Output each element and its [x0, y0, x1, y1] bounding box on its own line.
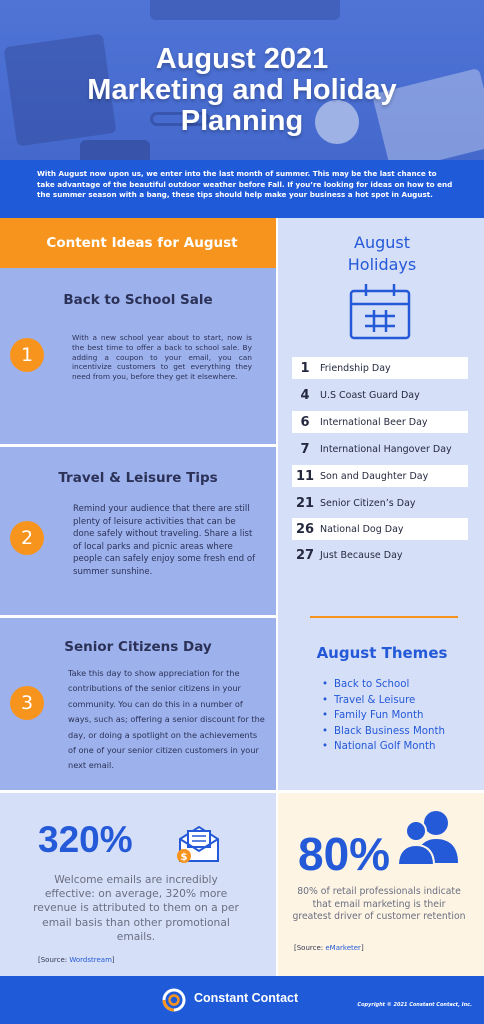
source-citation	[294, 944, 364, 952]
theme-item: • Travel & Leisure	[322, 693, 445, 709]
holiday-name: National Dog Day	[320, 523, 404, 535]
theme-item: • Back to School	[322, 677, 445, 693]
idea-number-badge: 3	[10, 686, 44, 720]
constant-contact-logo-icon	[162, 988, 186, 1012]
holiday-row	[292, 438, 468, 460]
holiday-day: 11	[295, 468, 315, 484]
holiday-row	[292, 411, 468, 433]
phone-image	[80, 140, 150, 160]
source-name: Wordstream	[69, 956, 112, 964]
holiday-row	[292, 492, 468, 514]
holiday-name: Son and Daughter Day	[320, 470, 429, 482]
calendar-icon	[348, 282, 412, 342]
page-title	[0, 44, 484, 137]
source-suffix: ]	[360, 944, 364, 952]
holiday-name: International Hangover Day	[320, 443, 452, 455]
source-suffix: ]	[111, 956, 115, 964]
source-name: eMarketer	[325, 944, 361, 952]
source-prefix: [Source:	[294, 944, 324, 952]
holiday-name: Senior Citizen’s Day	[320, 497, 416, 509]
holiday-row	[292, 544, 468, 566]
holiday-row	[292, 384, 468, 406]
source-prefix: [Source:	[38, 956, 68, 964]
themes-list	[322, 677, 445, 755]
holiday-row	[292, 357, 468, 379]
idea-card-2	[0, 447, 276, 618]
people-icon	[396, 807, 462, 865]
section-divider	[310, 616, 458, 618]
title-line-2: Marketing and Holiday	[87, 74, 397, 106]
laptop-image	[150, 0, 340, 20]
idea-number-badge: 1	[10, 338, 44, 372]
title-line-3: Planning	[180, 105, 304, 137]
holiday-row	[292, 465, 468, 487]
title-line-1: August 2021	[155, 43, 329, 75]
content-ideas-heading-text: Content Ideas for August	[46, 235, 238, 251]
holiday-day: 1	[300, 360, 310, 376]
idea-card-title: Senior Citizens Day	[64, 639, 212, 655]
svg-text:$: $	[180, 852, 188, 863]
idea-card-body: With a new school year about to start, now is the best time to offer a back to school sale. By adding a coupon to your email, you can incentivize customers to get everything they need from you, before they get it elsewhere.	[72, 333, 252, 382]
holiday-row	[292, 518, 468, 540]
idea-card-body: Take this day to show appreciation for the contributions of the senior citizens in your community. You can do this in a number of ways, such as; offering a senior discount for the day, or doing a spotlight on the achievements of one of your senior citizen customers in your next email.	[68, 668, 265, 771]
brand-name: Constant Contact	[194, 991, 299, 1005]
idea-card-title: Travel & Leisure Tips	[58, 470, 218, 486]
hero-banner	[0, 0, 484, 160]
holidays-title-line-2: Holidays	[347, 255, 417, 274]
holidays-panel	[276, 218, 484, 790]
idea-card-body: Remind your audience that there are still plenty of leisure activities that can be done safely without traveling. Share a list of local parks and picnic areas where people can safely enjoy some fresh end of summer sunshine.	[73, 504, 256, 577]
idea-number-badge: 2	[10, 521, 44, 555]
holiday-name: Just Because Day	[320, 549, 403, 561]
stat-welcome-emails	[0, 790, 276, 976]
footer	[0, 976, 484, 1024]
holiday-day: 21	[295, 495, 315, 511]
theme-item: • National Golf Month	[322, 739, 445, 755]
holiday-name: International Beer Day	[320, 416, 428, 428]
content-ideas-heading	[0, 218, 276, 268]
stat-description: 80% of retail professionals indicate that email marketing is their greatest driver of customer retention	[292, 886, 466, 923]
holiday-day: 4	[300, 387, 310, 403]
holiday-day: 27	[295, 547, 315, 563]
stat-retail-professionals	[276, 790, 484, 976]
idea-card-1	[0, 268, 276, 447]
theme-item: • Family Fun Month	[322, 708, 445, 724]
holiday-name: Friendship Day	[320, 362, 391, 374]
themes-title: August Themes	[316, 644, 448, 662]
holidays-title-line-1: August	[354, 233, 410, 252]
copyright-text: Copyright © 2021 Constant Contact, Inc.	[357, 1002, 472, 1008]
holidays-title	[278, 232, 484, 276]
source-citation	[38, 956, 115, 964]
theme-item: • Black Business Month	[322, 724, 445, 740]
email-dollar-icon	[176, 823, 222, 865]
stat-value: 320%	[38, 819, 133, 860]
stat-value: 80%	[298, 828, 391, 880]
holiday-day: 26	[295, 521, 315, 537]
stat-description: Welcome emails are incredibly effective: on average, 320% more revenue is attributed to them on a per email basis than other promotional emails.	[33, 873, 239, 943]
idea-card-title: Back to School Sale	[63, 292, 213, 308]
idea-card-3	[0, 618, 276, 790]
intro-paragraph: With August now upon us, we enter into the last month of summer. This may be the last chance to take advantage of the beautiful outdoor weather before Fall. If you’re looking for ideas on how to end the summer season with a bang, these tips should help make your business a hot spot in August.	[0, 160, 484, 218]
holiday-day: 7	[300, 441, 310, 457]
holiday-day: 6	[300, 414, 310, 430]
holiday-name: U.S Coast Guard Day	[320, 389, 420, 401]
